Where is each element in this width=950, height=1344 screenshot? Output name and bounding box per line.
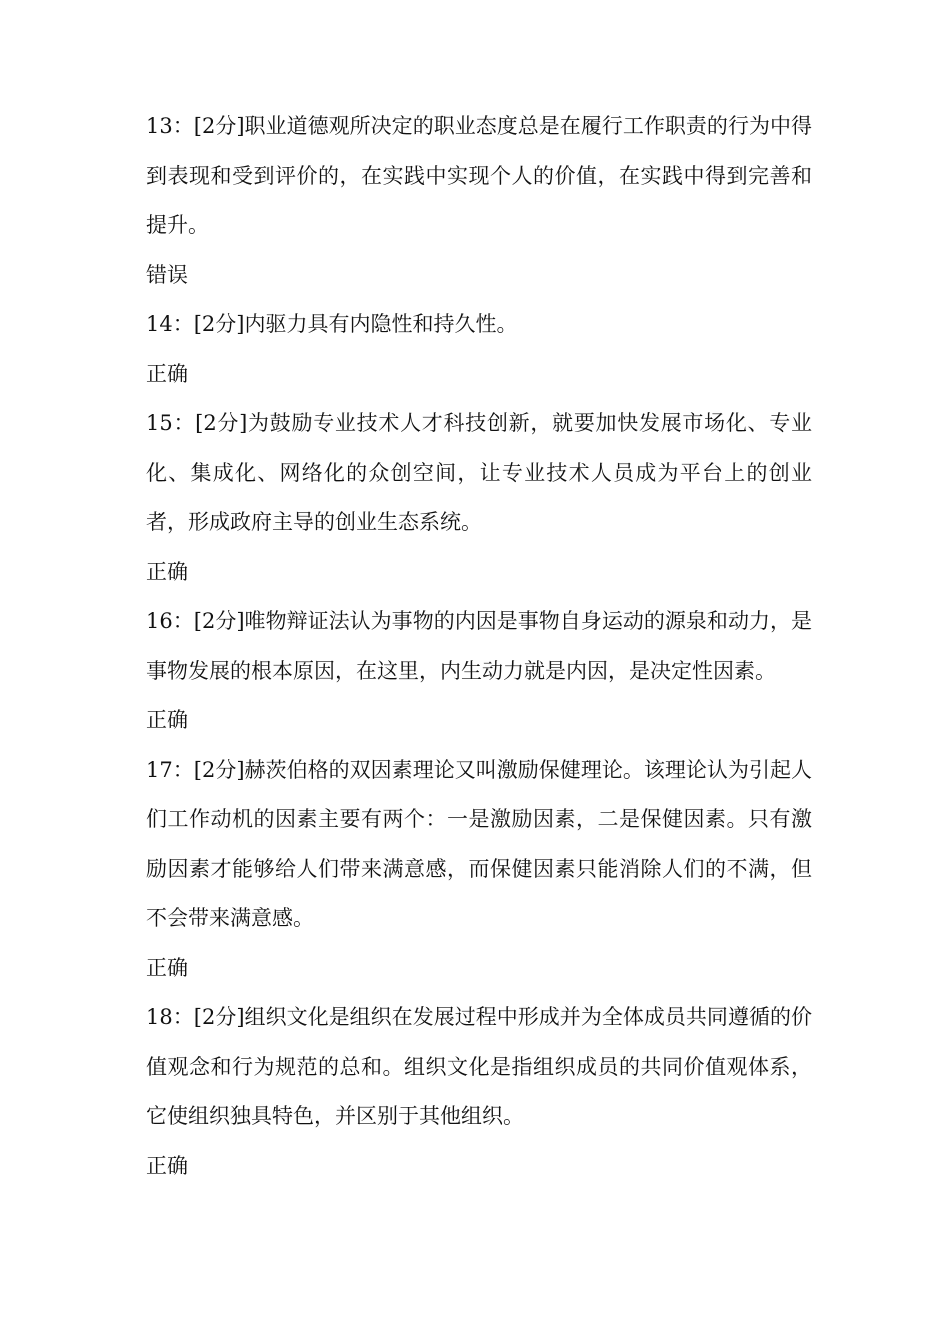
answer-17: 正确 [146,955,188,980]
question-list [146,102,812,1191]
answer-13: 错误 [146,262,188,287]
question-15-text: 15：[2分]为鼓励专业技术人才科技创新，就要加快发展市场化、专业化、集成化、网络化的众创空间，让专业技术人员成为平台上的创业者，形成政府主导的创业生态系统。 [146,411,812,534]
question-13-text: 13：[2分]职业道德观所决定的职业态度总是在履行工作职责的行为中得到表现和受到评价的，在实践中实现个人的价值，在实践中得到完善和提升。 [146,114,812,237]
answer-14: 正确 [146,361,188,386]
question-17-text: 17：[2分]赫茨伯格的双因素理论又叫激励保健理论。该理论认为引起人们工作动机的因素主要有两个：一是激励因素，二是保健因素。只有激励因素才能够给人们带来满意感，而保健因素只能消除人们的不满，但不会带来满意感。 [146,757,812,930]
answer-18: 正确 [146,1153,188,1178]
question-14-text: 14：[2分]内驱力具有内隐性和持久性。 [146,312,518,336]
question-18-text: 18：[2分]组织文化是组织在发展过程中形成并为全体成员共同遵循的价值观念和行为规范的总和。组织文化是指组织成员的共同价值观体系，它使组织独具特色，并区别于其他组织。 [146,1005,812,1128]
answer-16: 正确 [146,708,188,732]
answer-15: 正确 [146,559,188,584]
question-16-text: 16：[2分]唯物辩证法认为事物的内因是事物自身运动的源泉和动力，是事物发展的根本原因，在这里，内生动力就是内因，是决定性因素。 [146,609,812,683]
